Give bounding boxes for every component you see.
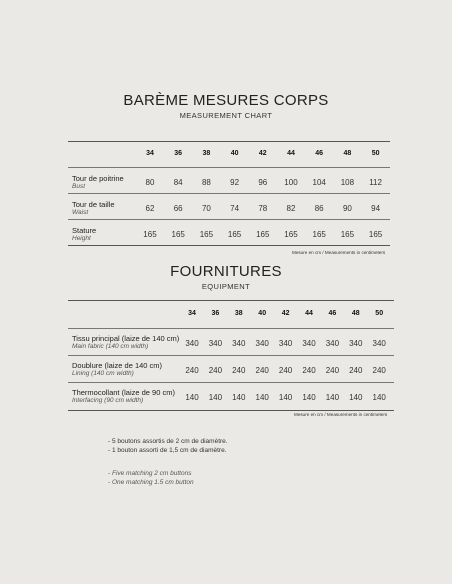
- row-sublabel: Lining (140 cm width): [72, 370, 134, 377]
- table-row: [68, 167, 390, 194]
- note-item: - 1 bouton assorti de 1,5 cm de diamètre.: [108, 447, 227, 454]
- table-row: [68, 328, 394, 356]
- table-cell: 140: [208, 393, 223, 402]
- table-cell: 165: [340, 230, 355, 239]
- table-cell: 165: [199, 230, 214, 239]
- size-header: 36: [211, 310, 220, 317]
- row-sublabel: Waist: [72, 209, 89, 216]
- row-label: Tour de taille: [72, 200, 115, 209]
- size-header: 42: [281, 310, 290, 317]
- table-cell: 165: [312, 230, 326, 239]
- size-header: 50: [371, 150, 380, 157]
- table-cell: 140: [255, 393, 269, 402]
- size-header: 38: [202, 150, 211, 157]
- notes-list-en: [108, 469, 194, 487]
- table-cell: 82: [286, 204, 296, 213]
- table-cell: 140: [232, 393, 246, 402]
- table-cell: 86: [314, 204, 324, 213]
- row-label: Stature: [72, 226, 97, 235]
- size-header: 34: [146, 150, 154, 157]
- table-cell: 240: [208, 366, 223, 375]
- size-header: 40: [230, 150, 239, 157]
- size-header: 48: [343, 150, 352, 157]
- table-cell: 78: [258, 204, 268, 213]
- table-row: [68, 355, 394, 383]
- size-header: 36: [174, 150, 183, 157]
- table-header-row: [68, 142, 390, 167]
- table-cell: 100: [284, 178, 298, 187]
- row-sublabel: Height: [72, 235, 91, 242]
- table-cell: 165: [256, 230, 270, 239]
- table-cell: 74: [230, 204, 240, 213]
- table-cell: 96: [258, 178, 268, 187]
- size-header: 44: [305, 310, 313, 317]
- table-cell: 240: [232, 366, 246, 375]
- table-cell: 240: [255, 366, 269, 375]
- size-header: 44: [287, 150, 295, 157]
- size-header: 40: [258, 310, 267, 317]
- size-header: 46: [328, 310, 337, 317]
- table-cell: 165: [227, 230, 242, 239]
- table-cell: 240: [349, 366, 363, 375]
- measurement-table: [68, 141, 390, 246]
- row-sublabel: Interfacing (90 cm width): [72, 397, 144, 404]
- table-cell: 140: [185, 393, 199, 402]
- size-header: 48: [351, 310, 360, 317]
- table-cell: 165: [284, 230, 298, 239]
- table-cell: 112: [369, 178, 382, 187]
- measurement-subtitle: MEASUREMENT CHART: [179, 111, 273, 120]
- table-cell: 140: [278, 393, 293, 402]
- table-cell: 340: [278, 339, 293, 348]
- table-cell: 94: [371, 204, 381, 213]
- table-cell: 340: [232, 339, 246, 348]
- size-header: 50: [375, 310, 384, 317]
- table-cell: 240: [302, 366, 316, 375]
- table-cell: 140: [325, 393, 340, 402]
- size-header: 38: [234, 310, 243, 317]
- table-cell: 70: [201, 204, 211, 213]
- equipment-note: Mesure en cm / Measurements in centimeters: [294, 412, 388, 417]
- table-row: [68, 382, 394, 410]
- table-cell: 240: [278, 366, 293, 375]
- table-cell: 140: [349, 393, 363, 402]
- table-cell: 240: [372, 366, 386, 375]
- equipment-subtitle: EQUIPMENT: [201, 282, 251, 291]
- row-label: Tissu principal (laize de 140 cm): [72, 334, 180, 343]
- row-label: Tour de poitrine: [72, 174, 124, 183]
- table-cell: 104: [312, 178, 326, 187]
- table-cell: 165: [143, 230, 157, 239]
- table-cell: 340: [349, 339, 363, 348]
- table-header-row: [68, 301, 394, 328]
- size-header: 42: [258, 150, 267, 157]
- measurement-title: BARÈME MESURES CORPS: [123, 92, 329, 109]
- table-cell: 88: [201, 178, 211, 187]
- size-header: 46: [315, 150, 324, 157]
- table-cell: 340: [255, 339, 269, 348]
- note-item: - One matching 1.5 cm button: [108, 479, 194, 486]
- table-cell: 165: [171, 230, 185, 239]
- table-cell: 340: [372, 339, 386, 348]
- measurement-note: Mesure en cm / Measurements in centimeters: [292, 250, 386, 255]
- table-cell: 165: [368, 230, 383, 239]
- table-cell: 140: [302, 393, 316, 402]
- table-cell: 108: [340, 178, 355, 187]
- equipment-title: FOURNITURES: [170, 263, 282, 280]
- table-cell: 80: [145, 178, 155, 187]
- size-header: 34: [188, 310, 196, 317]
- table-cell: 340: [208, 339, 223, 348]
- table-cell: 240: [325, 366, 340, 375]
- table-cell: 66: [173, 204, 183, 213]
- table-row: [68, 193, 390, 220]
- table-cell: 84: [173, 178, 183, 187]
- row-label: Doublure (laize de 140 cm): [72, 361, 163, 370]
- notes-list-fr: [108, 437, 228, 455]
- note-item: - 5 boutons assortis de 2 cm de diamètre.: [108, 438, 228, 445]
- table-row: [68, 219, 390, 246]
- table-cell: 340: [325, 339, 340, 348]
- row-sublabel: Bust: [72, 183, 86, 190]
- table-cell: 340: [185, 339, 199, 348]
- table-cell: 340: [302, 339, 316, 348]
- row-label: Thermocollant (laize de 90 cm): [72, 388, 175, 397]
- equipment-table: [68, 300, 394, 411]
- note-item: - Five matching 2 cm buttons: [108, 470, 192, 477]
- table-cell: 140: [372, 393, 386, 402]
- table-cell: 62: [145, 204, 155, 213]
- row-sublabel: Main fabric (140 cm width): [72, 343, 149, 350]
- table-cell: 240: [185, 366, 199, 375]
- table-cell: 90: [342, 204, 352, 213]
- table-cell: 92: [230, 178, 240, 187]
